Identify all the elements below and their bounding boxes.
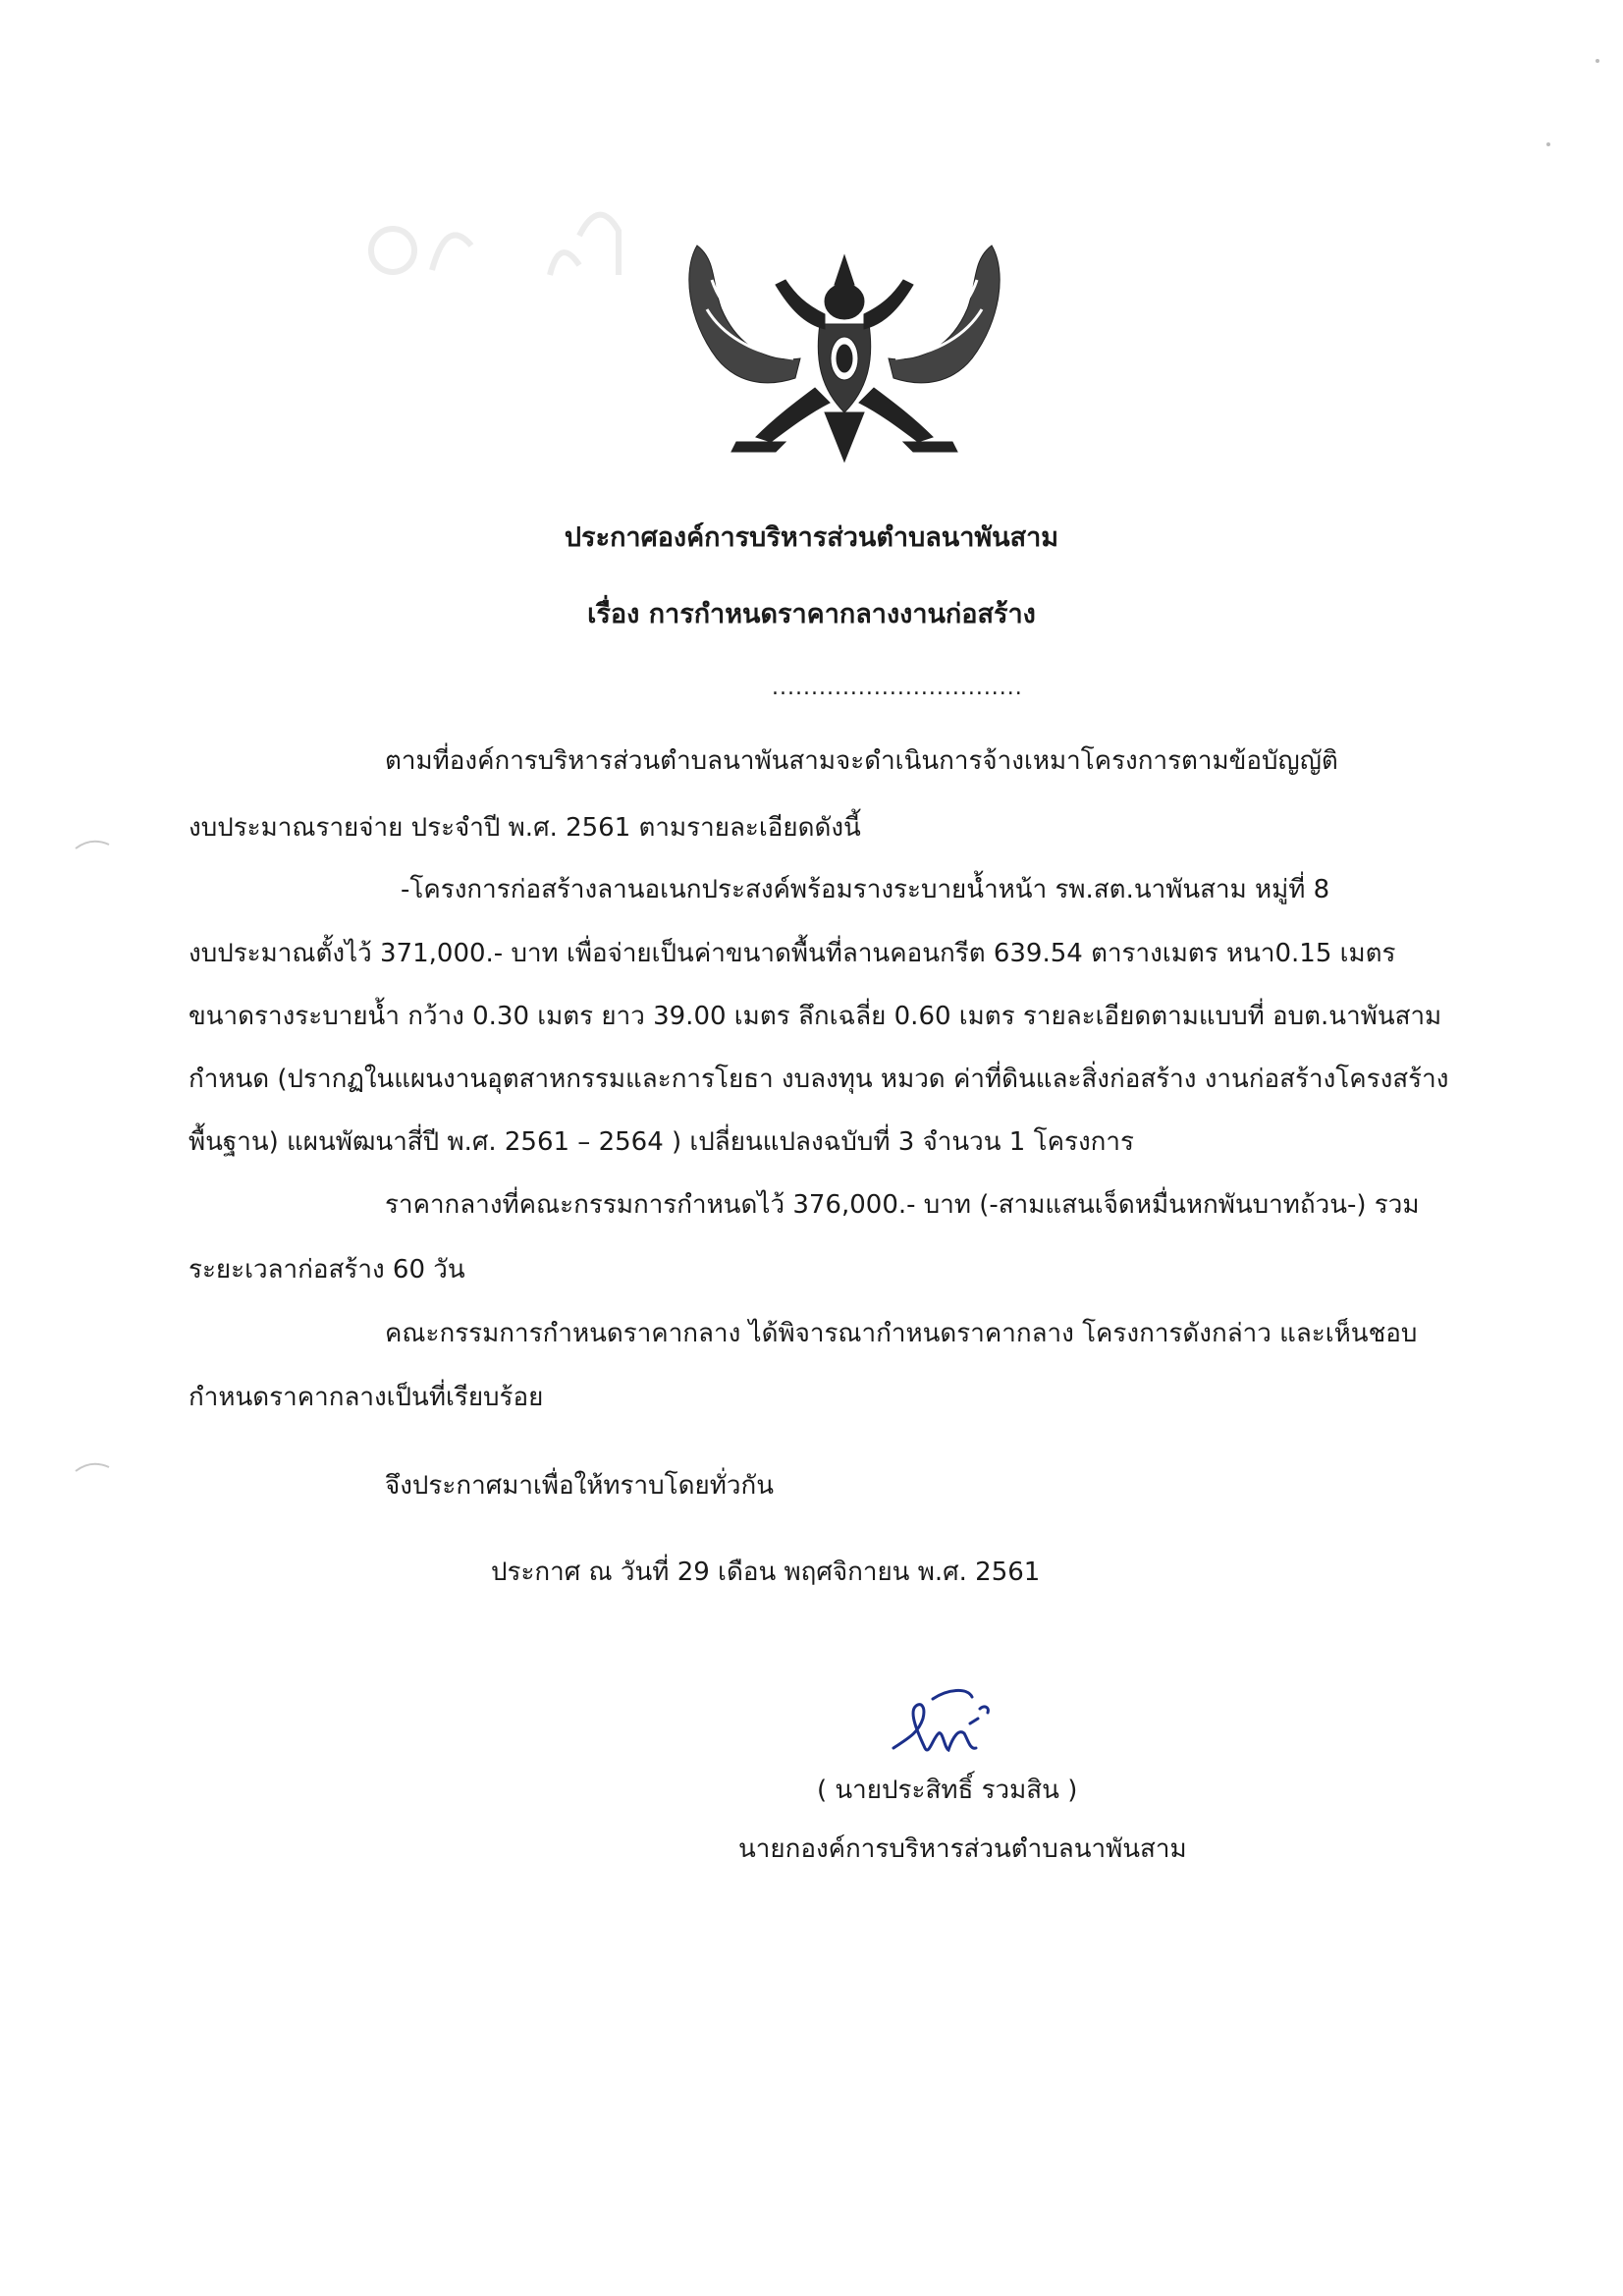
paragraph-3-line-2: ระยะเวลาก่อสร้าง 60 วัน	[189, 1255, 465, 1285]
paragraph-2-line-5: พื้นฐาน) แผนพัฒนาสี่ปี พ.ศ. 2561 – 2564 ) เปลี่ยนแปลงฉบับที่ 3 จำนวน 1 โครงการ	[189, 1127, 1134, 1157]
paragraph-1-line-1: ตามที่องค์การบริหารส่วนตำบลนาพันสามจะดำเนินการจ้างเหมาโครงการตามข้อบัญญัติ	[385, 746, 1338, 776]
paragraph-5-closing: จึงประกาศมาเพื่อให้ทราบโดยทั่วกัน	[385, 1471, 774, 1501]
paragraph-1-line-2: งบประมาณรายจ่าย ประจำปี พ.ศ. 2561 ตามรายละเอียดดังนี้	[189, 813, 861, 843]
paragraph-4-line-2: กำหนดราคากลางเป็นที่เรียบร้อย	[189, 1383, 544, 1412]
scan-artifact	[1596, 59, 1599, 63]
scan-artifact	[1546, 142, 1550, 146]
scan-artifact	[74, 1459, 113, 1475]
dotted-rule: ................................	[772, 676, 1023, 700]
paragraph-2-line-3: ขนาดรางระบายน้ำ กว้าง 0.30 เมตร ยาว 39.00 เมตร ลึกเฉลี่ย 0.60 เมตร รายละเอียดตามแบบที่ อบต.นาพันสาม	[189, 1002, 1442, 1031]
faint-stamp-mark	[353, 177, 648, 295]
paragraph-2-line-2: งบประมาณตั้งไว้ 371,000.- บาท เพื่อจ่ายเป็นค่าขนาดพื้นที่ลานคอนกรีต 639.54 ตารางเมตร หนา0.15 เมตร	[189, 939, 1396, 968]
handwritten-signature	[874, 1679, 1021, 1773]
scan-artifact	[74, 837, 113, 852]
garuda-emblem-icon	[677, 241, 1011, 466]
announcement-subject: เรื่อง การกำหนดราคากลางงานก่อสร้าง	[587, 599, 1036, 629]
signatory-name: ( นายประสิทธิ์ รวมสิน )	[817, 1776, 1078, 1805]
paragraph-3-line-1: ราคากลางที่คณะกรรมการกำหนดไว้ 376,000.- บาท (-สามแสนเจ็ดหมื่นหกพันบาทถ้วน-) รวม	[385, 1190, 1420, 1220]
paragraph-4-line-1: คณะกรรมการกำหนดราคากลาง ได้พิจารณากำหนดราคากลาง โครงการดังกล่าว และเห็นชอบ	[385, 1319, 1418, 1348]
announcement-title: ประกาศองค์การบริหารส่วนตำบลนาพันสาม	[564, 522, 1059, 553]
paragraph-2-line-4: กำหนด (ปรากฏในแผนงานอุตสาหกรรมและการโยธา งบลงทุน หมวด ค่าที่ดินและสิ่งก่อสร้าง งานก่อสร้างโครงสร้าง	[189, 1065, 1449, 1094]
paragraph-2-line-1: -โครงการก่อสร้างลานอเนกประสงค์พร้อมรางระบายน้ำหน้า รพ.สต.นาพันสาม หมู่ที่ 8	[401, 875, 1330, 904]
announcement-date-line: ประกาศ ณ วันที่ 29 เดือน พฤศจิกายน พ.ศ. 2561	[491, 1558, 1041, 1587]
signatory-position: นายกองค์การบริหารส่วนตำบลนาพันสาม	[738, 1834, 1187, 1864]
